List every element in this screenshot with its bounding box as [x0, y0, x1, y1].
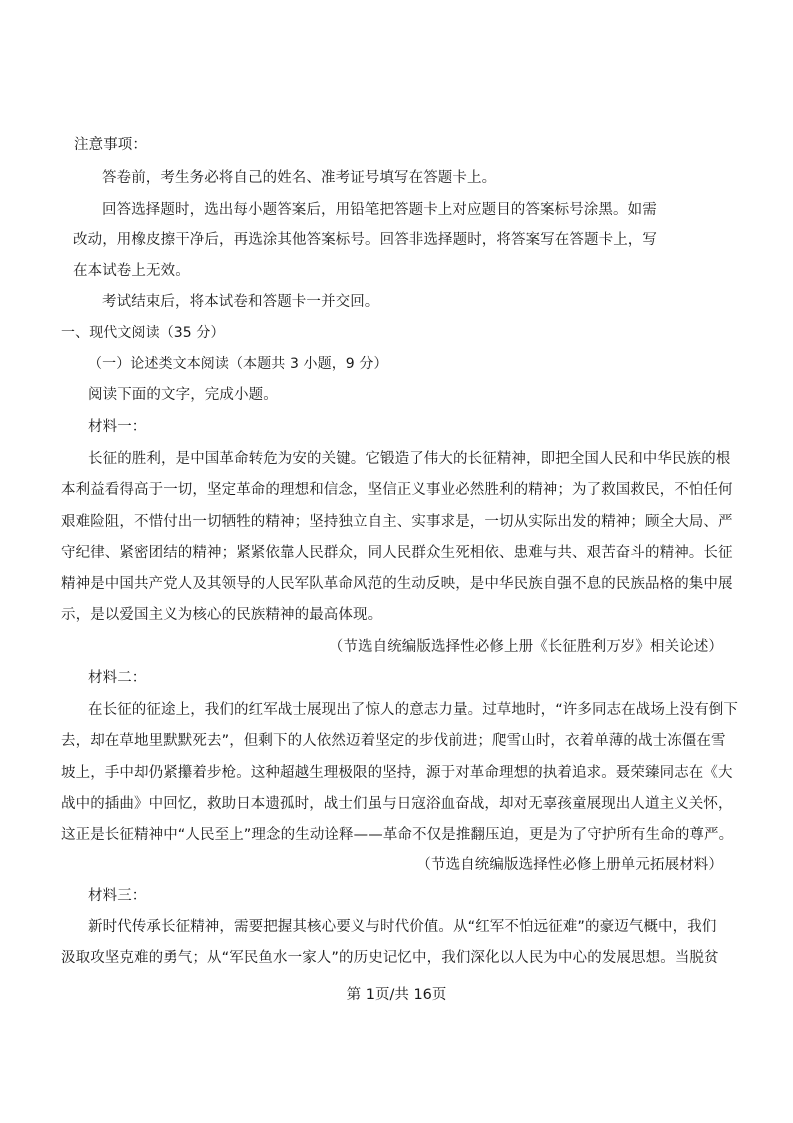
section-subtitle: （一）论述类文本阅读（本题共 3 小题，9 分）	[88, 356, 388, 372]
material3-line: 新时代传承长征精神，需要把握其核心要义与时代价值。从“红军不怕远征难”的豪迈气概中，我们	[88, 919, 717, 935]
material1-line: 精神是中国共产党人及其领导的人民军队革命风范的生动反映，是中华民族自强不息的民族品格的集中展	[61, 576, 733, 592]
material2-source: （节选自统编版选择性必修上册单元拓展材料）	[416, 857, 723, 873]
material1-line: 本利益看得高于一切，坚定革命的理想和信念，坚信正义事业必然胜利的精神；为了救国救民，不怕任何	[61, 482, 733, 498]
section-title: 一、现代文阅读（35 分）	[61, 325, 225, 341]
material2-line: 这正是长征精神中“人民至上”理念的生动诠释——革命不仅是推翻压迫，更是为了守护所有生命的尊严。	[61, 827, 734, 843]
material2-line: 在长征的征途上，我们的红军战士展现出了惊人的意志力量。过草地时，“许多同志在战场上没有倒下	[88, 702, 739, 718]
material1-line: 艰难险阻，不惜付出一切牺牲的精神；坚持独立自主、实事求是，一切从实际出发的精神；顾全大局、严	[61, 514, 733, 530]
notice-title: 注意事项：	[74, 137, 147, 153]
notice-item-3: 考试结束后，将本试卷和答题卡一并交回。	[102, 294, 380, 310]
material1-label: 材料一：	[88, 419, 147, 435]
material2-line: 去，却在草地里默默死去”，但剩下的人依然迈着坚定的步伐前进；爬雪山时，衣着单薄的战士冻僵在雪	[61, 733, 726, 749]
material1-line: 守纪律、紧密团结的精神；紧紧依靠人民群众，同人民群众生死相依、患难与共、艰苦奋斗的精神。长征	[61, 545, 733, 561]
notice-item-2-line-3: 在本试卷上无效。	[73, 263, 190, 279]
material1-source: （节选自统编版选择性必修上册《长征胜利万岁》相关论述）	[328, 639, 723, 655]
material3-line: 汲取攻坚克难的勇气；从“军民鱼水一家人”的历史记忆中，我们深化以人民为中心的发展思想。当脱贫	[61, 950, 719, 966]
material1-line: 长征的胜利，是中国革命转危为安的关键。它锻造了伟大的长征精神，即把全国人民和中华民族的根	[88, 451, 731, 467]
notice-item-2-line-2: 改动，用橡皮擦干净后，再选涂其他答案标号。回答非选择题时，将答案写在答题卡上，写	[73, 232, 657, 248]
page-footer: 第 1页/共 16页	[346, 987, 447, 1003]
material2-line: 战中的插曲》中回忆，救助日本遗孤时，战士们虽与日寇浴血奋战，却对无辜孩童展现出人道主义关怀，	[61, 796, 733, 812]
material3-label: 材料三：	[88, 888, 147, 904]
notice-item-1: 答卷前，考生务必将自己的姓名、准考证号填写在答题卡上。	[102, 170, 497, 186]
material1-line: 示，是以爱国主义为核心的民族精神的最高体现。	[61, 607, 383, 623]
material2-label: 材料二：	[88, 670, 147, 686]
notice-item-2-line-1: 回答选择题时，选出每小题答案后，用铅笔把答题卡上对应题目的答案标号涂黑。如需	[102, 202, 657, 218]
material2-line: 坡上，手中却仍紧攥着步枪。这种超越生理极限的坚持，源于对革命理想的执着追求。聂荣臻同志在《大	[61, 765, 733, 781]
section-instruction: 阅读下面的文字，完成小题。	[88, 387, 278, 403]
